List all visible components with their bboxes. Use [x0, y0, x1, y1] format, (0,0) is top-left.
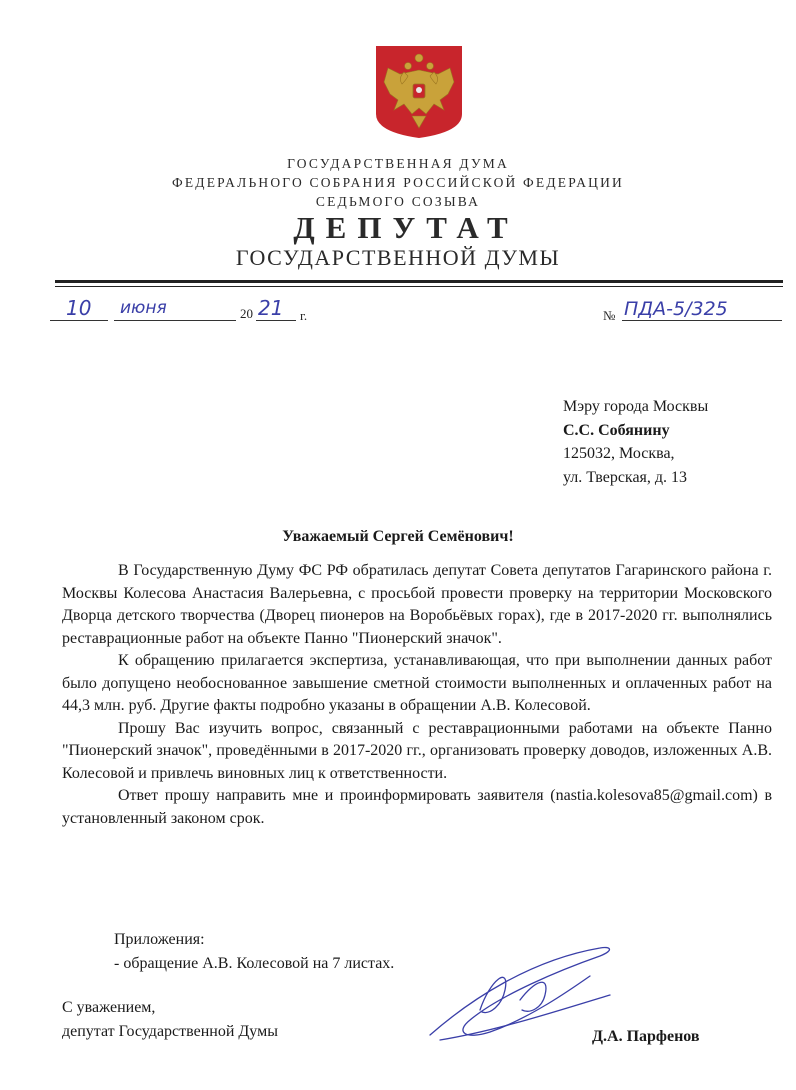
coat-of-arms-emblem — [374, 44, 464, 140]
body-paragraph-2: К обращению прилагается экспертиза, устанавливающая, что при выполнении данных работ было допущено необоснованное завышение сметной стоимости выполненных и оплаченных работ на 44,3 млн. руб. Другие факты подробно указаны в обращении А.В. Колесовой. — [62, 652, 772, 714]
signer-name: Д.А. Парфенов — [592, 1028, 700, 1045]
org-line-2: ФЕДЕРАЛЬНОГО СОБРАНИЯ РОССИЙСКОЙ ФЕДЕРАЦИИ — [172, 175, 624, 190]
closing-position: депутат Государственной Думы — [62, 1023, 278, 1040]
body-paragraph-1: В Государственную Думу ФС РФ обратилась депутат Совета депутатов Гагаринского района г. Москвы Колесова Анастасия Валерьевна, с просьбой провести проверку на территории Московского Дворца детского творчества (Дворец пионеров на Воробьёвых горах), где в 2017-2020 гг. выполнялись реставрационные работ на объекте Панно "Пионерский значок". — [62, 562, 772, 647]
year-prefix: 20 — [240, 306, 253, 321]
org-line-1: ГОСУДАРСТВЕННАЯ ДУМА — [287, 156, 509, 171]
year-mark: г. — [300, 308, 308, 323]
date-number-row — [50, 296, 786, 330]
attachments-heading: Приложения: — [114, 931, 205, 948]
year-underline — [256, 320, 296, 321]
handwritten-doc-number: ПДА-5/325 — [624, 298, 728, 320]
letter-body — [62, 560, 772, 830]
closing-block — [62, 996, 278, 1044]
header-rule-thick — [55, 280, 783, 283]
handwritten-year-suffix: 21 — [258, 296, 284, 320]
body-paragraph-4: Ответ прошу направить мне и проинформировать заявителя (nastia.kolesova85@gmail.com) в установленный законом срок. — [62, 787, 772, 827]
addressee-name: С.С. Собянину — [563, 421, 670, 439]
title-state-duma: ГОСУДАРСТВЕННОЙ ДУМЫ — [235, 245, 561, 270]
header-rule-thin — [55, 286, 783, 287]
addressee-block — [563, 395, 708, 489]
title-deputy: ДЕПУТАТ — [293, 210, 519, 245]
closing-regards: С уважением, — [62, 999, 156, 1016]
day-underline — [50, 320, 108, 321]
attachment-item: - обращение А.В. Колесовой на 7 листах. — [114, 954, 395, 972]
number-underline — [622, 320, 782, 321]
org-line-3: СЕДЬМОГО СОЗЫВА — [315, 194, 481, 209]
addressee-title: Мэру города Москвы — [563, 398, 709, 415]
number-mark: № — [603, 308, 616, 323]
addressee-postal: 125032, Москва, — [563, 445, 675, 462]
body-paragraph-3: Прошу Вас изучить вопрос, связанный с реставрационными работами на объекте Панно "Пионерский значок", проведёнными в 2017-2020 гг., организовать проверку доводов, изложенных А.В. Колесовой и привлечь виновных лиц к ответственности. — [62, 719, 772, 782]
attachments-block — [114, 928, 394, 975]
greeting: Уважаемый Сергей Семёнович! — [282, 528, 514, 545]
addressee-street: ул. Тверская, д. 13 — [563, 468, 688, 486]
month-underline — [114, 320, 236, 321]
handwritten-day: 10 — [66, 296, 92, 320]
handwritten-month: июня — [120, 298, 167, 318]
